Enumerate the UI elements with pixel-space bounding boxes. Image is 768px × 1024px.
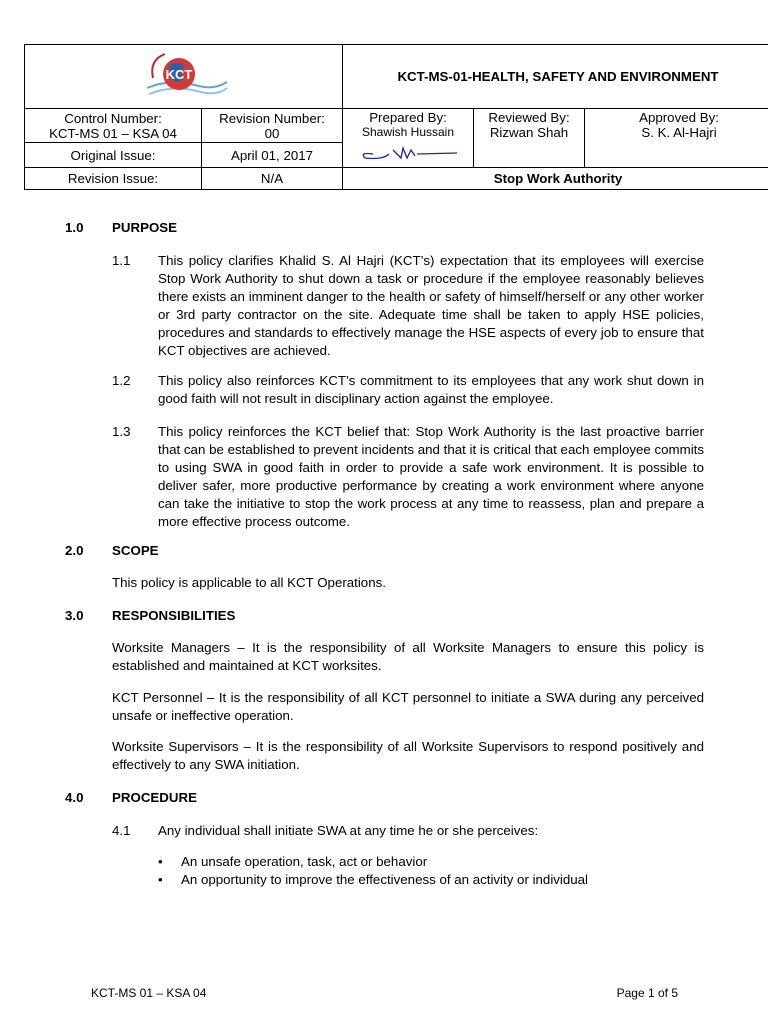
- scope-text: This policy is applicable to all KCT Operations.: [112, 575, 386, 590]
- item-text: Any individual shall initiate SWA at any time he or she perceives:: [158, 823, 539, 838]
- document-header-table: [24, 44, 768, 190]
- reviewed-by-value: Rizwan Shah: [489, 125, 569, 140]
- bullet-text: An opportunity to improve the effectiveness of an activity or individual: [181, 872, 589, 887]
- bullet-icon: •: [158, 872, 163, 887]
- section-heading-responsibilities: [65, 608, 235, 623]
- responsibility-worksite-managers: Worksite Managers – It is the responsibility of all Worksite Managers to ensure this policy is established and maintained at KCT worksites.: [112, 640, 704, 673]
- kct-logo: [139, 48, 229, 106]
- item-text: This policy clarifies Khalid S. Al Hajri (KCT’s) expectation that its employees will exercise Stop Work Authority to shut down a task or procedure if the employee reasonably believes there exists an imminent danger to the health or safety of himself/herself or any other worker or 3rd party contractor on the site. Adequate time shall be taken to apply HSE policies, procedures and standards to effectively manage the HSE aspects of every job to ensure that KCT objectives are achieved.: [158, 253, 704, 358]
- list-item: [158, 853, 427, 871]
- list-item: [158, 871, 588, 889]
- revision-number-label: Revision Number:: [219, 110, 325, 126]
- prepared-by-value: Shawish Hussain: [361, 125, 455, 139]
- reviewed-by-label: Reviewed By:: [488, 110, 570, 125]
- section-number: 1.0: [65, 220, 84, 235]
- logo-text: KCT: [165, 66, 192, 82]
- section-title: PROCEDURE: [112, 790, 197, 805]
- section-heading-purpose: [65, 220, 177, 235]
- approved-by-value: S. K. Al-Hajri: [641, 125, 717, 140]
- reviewed-by-cell: [474, 109, 585, 168]
- item-number: 1.1: [112, 253, 131, 268]
- prepared-by-cell: [343, 109, 474, 168]
- revision-issue-label: Revision Issue:: [25, 168, 202, 190]
- item-text: This policy reinforces the KCT belief that: Stop Work Authority is the last proactive barrier that can be established to prevent incidents and that it is critical that each employee commits to using SWA in good faith in order to provide a safe work environment. It is possible to deliver safer, more productive performance by creating a work environment where anyone can take the initiative to stop the work process at any time to reassess, plan and prepare a more effective process outcome.: [158, 424, 704, 529]
- item-number: 1.2: [112, 373, 131, 388]
- signature: [353, 142, 463, 164]
- footer-doc-id: KCT-MS 01 – KSA 04: [91, 986, 207, 1000]
- section-heading-scope: [65, 543, 159, 558]
- prepared-by-label: Prepared By:: [369, 110, 447, 125]
- responsibility-kct-personnel: KCT Personnel – It is the responsibility of all KCT personnel to initiate a SWA during any perceived unsafe or ineffective operation.: [112, 690, 704, 723]
- procedure-item-1: [112, 822, 704, 840]
- section-number: 4.0: [65, 790, 84, 805]
- bullet-icon: •: [158, 854, 163, 869]
- revision-number-value: 00: [264, 125, 280, 141]
- section-title: RESPONSIBILITIES: [112, 608, 236, 623]
- section-number: 3.0: [65, 608, 84, 623]
- purpose-item-1: [112, 252, 704, 360]
- bullet-text: An unsafe operation, task, act or behavior: [181, 854, 428, 869]
- item-number: 1.3: [112, 424, 131, 439]
- section-title: PURPOSE: [112, 220, 178, 235]
- responsibility-worksite-supervisors: Worksite Supervisors – It is the responsibility of all Worksite Supervisors to respond positively and effectively to any SWA initiation.: [112, 739, 704, 772]
- item-number: 4.1: [112, 823, 131, 838]
- revision-number-cell: [202, 109, 343, 143]
- control-number-label: Control Number:: [64, 110, 162, 126]
- revision-issue-value: N/A: [202, 168, 343, 190]
- original-issue-value: April 01, 2017: [202, 143, 343, 168]
- document-subject: Stop Work Authority: [343, 168, 768, 190]
- document-title: KCT-MS-01-HEALTH, SAFETY AND ENVIRONMENT: [343, 45, 768, 109]
- logo-cell: [25, 45, 343, 109]
- purpose-item-2: [112, 372, 704, 408]
- section-number: 2.0: [65, 543, 84, 558]
- footer-page-number: Page 1 of 5: [616, 986, 678, 1000]
- control-number-value: KCT-MS 01 – KSA 04: [49, 125, 177, 141]
- purpose-item-3: [112, 423, 704, 531]
- section-heading-procedure: [65, 790, 197, 805]
- control-number-cell: [25, 109, 202, 143]
- original-issue-label: Original Issue:: [25, 143, 202, 168]
- item-text: This policy also reinforces KCT’s commitment to its employees that any work shut down in good faith will not result in disciplinary action against the employee.: [158, 373, 704, 406]
- section-title: SCOPE: [112, 543, 159, 558]
- approved-by-cell: [585, 109, 768, 168]
- approved-by-label: Approved By:: [639, 110, 719, 125]
